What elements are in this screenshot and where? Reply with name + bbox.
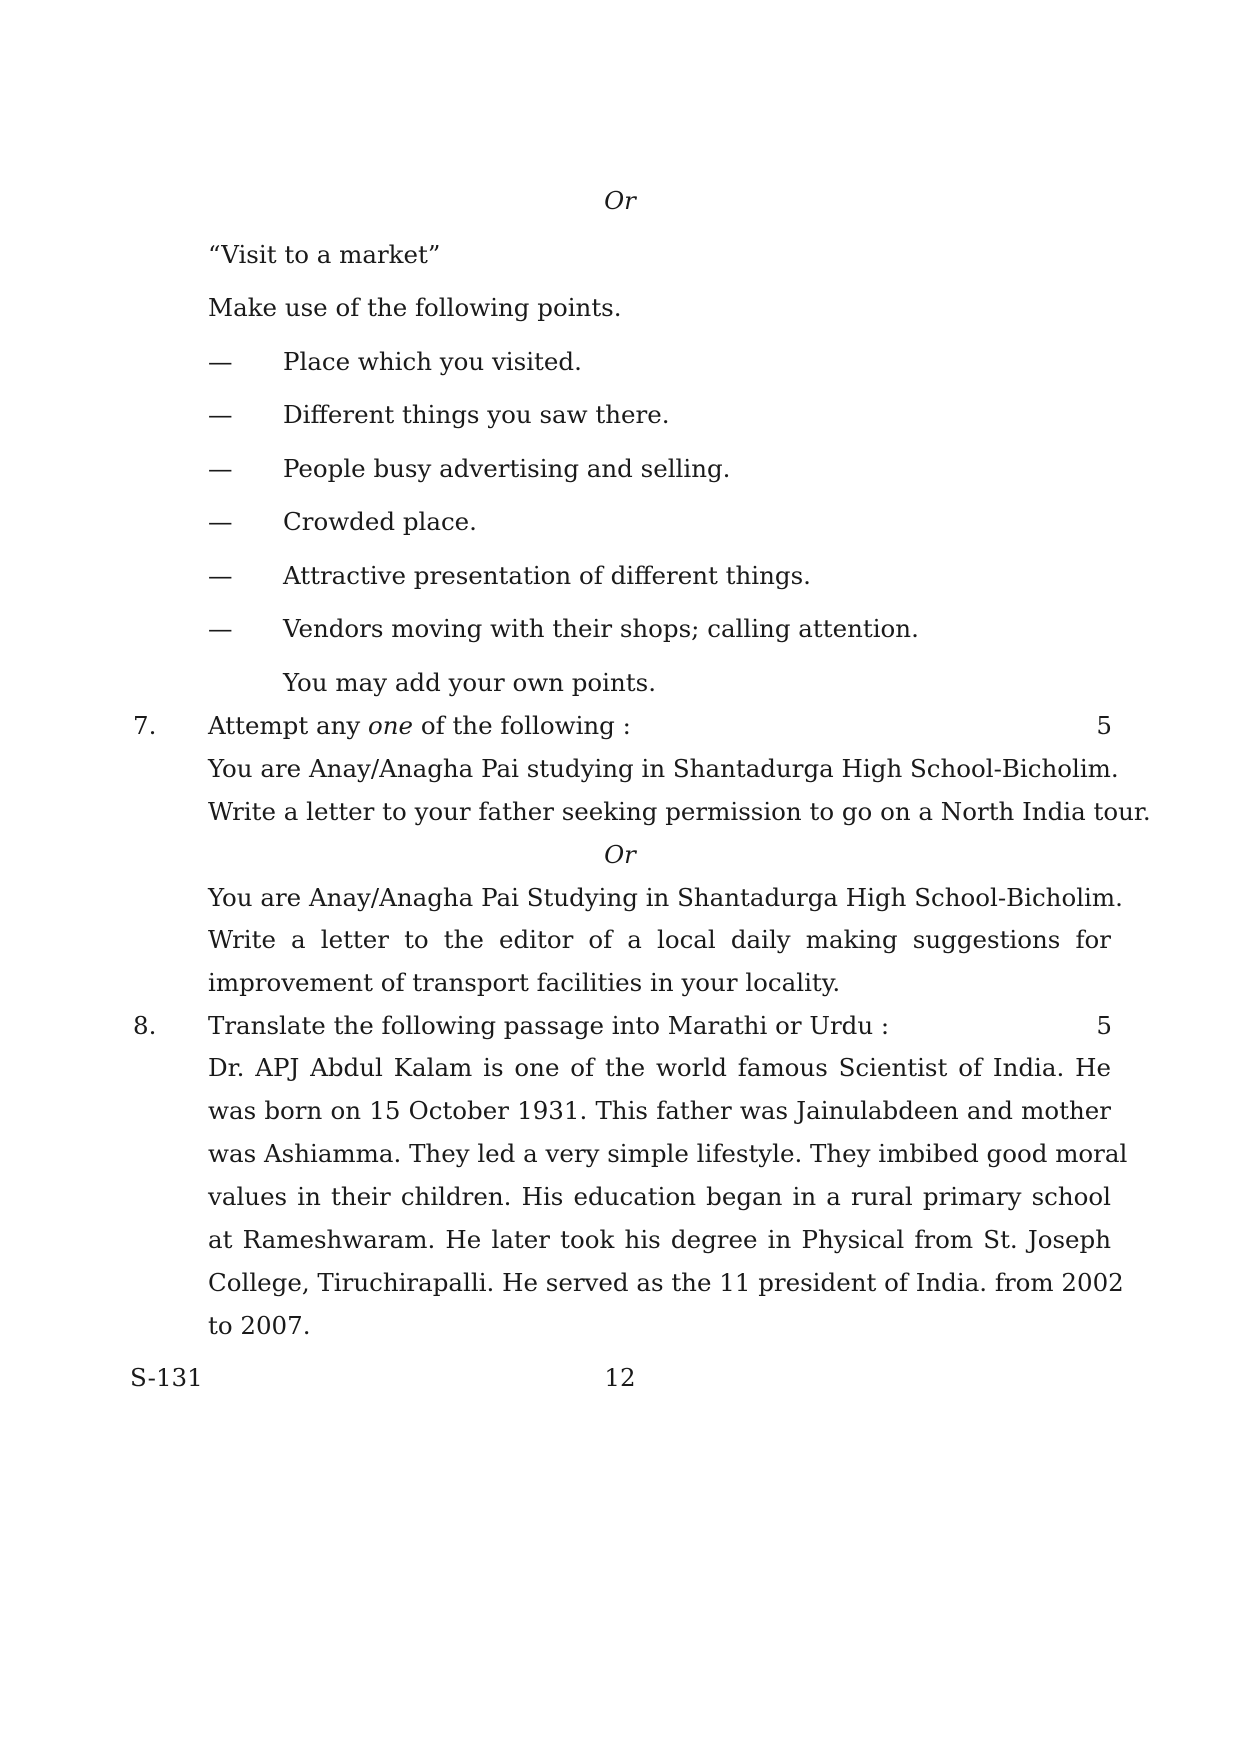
bullet-dash: —	[208, 400, 233, 429]
option-line: Write a letter to your father seeking permission to go on a North India tour.	[208, 797, 1151, 826]
option-line: Write a letter to the editor of a local daily making suggestions for	[208, 925, 1111, 954]
essay-point: Crowded place.	[283, 507, 477, 536]
essay-point: Place which you visited.	[283, 347, 582, 376]
question-number: 7.	[133, 711, 157, 740]
essay-point: Vendors moving with their shops; calling attention.	[283, 614, 919, 643]
passage-line: was Ashiamma. They led a very simple lifestyle. They imbibed good moral	[208, 1139, 1128, 1168]
essay-point: Different things you saw there.	[283, 400, 670, 429]
passage-line: values in their children. His education began in a rural primary school	[208, 1182, 1111, 1211]
or-separator: Or	[604, 840, 636, 869]
prompt-text: Attempt any	[208, 711, 369, 740]
or-separator: Or	[604, 186, 636, 215]
question-prompt	[208, 711, 631, 741]
option-line: You are Anay/Anagha Pai Studying in Shantadurga High School-Bicholim.	[208, 883, 1123, 912]
passage-line: at Rameshwaram. He later took his degree in Physical from St. Joseph	[208, 1225, 1111, 1254]
passage-line: College, Tiruchirapalli. He served as the 11 president of India. from 2002	[208, 1268, 1124, 1297]
bullet-dash: —	[208, 507, 233, 536]
prompt-emphasis: one	[368, 711, 414, 740]
add-points-note: You may add your own points.	[283, 668, 657, 697]
question-number: 8.	[133, 1011, 157, 1040]
question-marks: 5	[1096, 711, 1112, 740]
bullet-dash: —	[208, 614, 233, 643]
paper-code: S-131	[130, 1363, 203, 1392]
page-number: 12	[604, 1363, 636, 1392]
question-marks: 5	[1096, 1011, 1112, 1040]
option-line: improvement of transport facilities in your locality.	[208, 968, 841, 997]
essay-point: People busy advertising and selling.	[283, 454, 731, 483]
passage-line: was born on 15 October 1931. This father was Jainulabdeen and mother	[208, 1096, 1111, 1125]
passage-line: Dr. APJ Abdul Kalam is one of the world famous Scientist of India. He	[208, 1053, 1111, 1082]
passage-line: to 2007.	[208, 1311, 311, 1340]
option-line: You are Anay/Anagha Pai studying in Shantadurga High School-Bicholim.	[208, 754, 1119, 783]
bullet-dash: —	[208, 454, 233, 483]
question-prompt: Translate the following passage into Marathi or Urdu :	[208, 1011, 890, 1040]
prompt-text: of the following :	[413, 711, 631, 740]
essay-topic: “Visit to a market”	[208, 240, 441, 269]
essay-instruction: Make use of the following points.	[208, 293, 622, 322]
bullet-dash: —	[208, 347, 233, 376]
bullet-dash: —	[208, 561, 233, 590]
essay-point: Attractive presentation of different things.	[283, 561, 811, 590]
